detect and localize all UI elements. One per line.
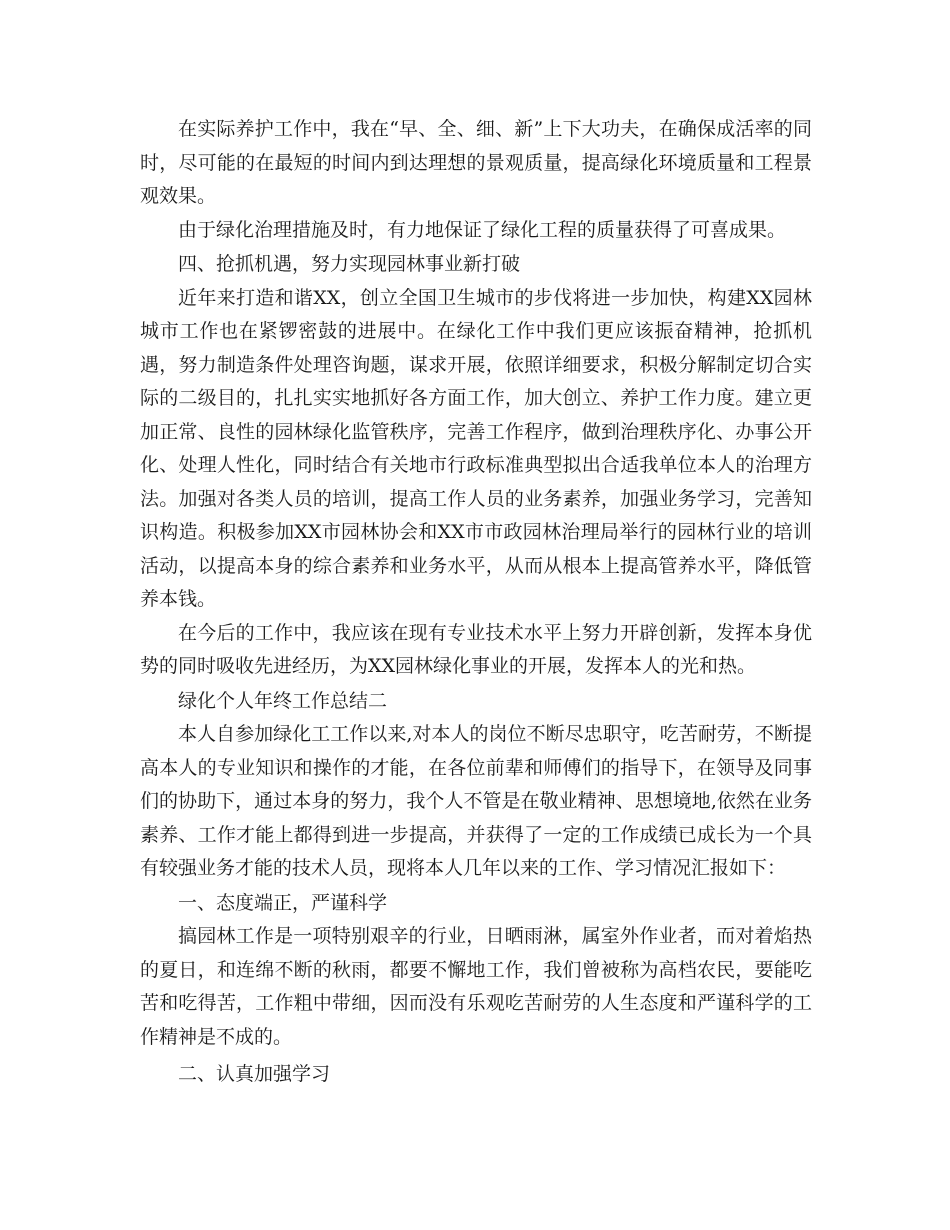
- section-heading-four: 四、抢抓机遇，努力实现园林事业新打破: [178, 253, 521, 275]
- paragraph-future-work: 在今后的工作中，我应该在现有专业技术水平上努力开辟创新，发挥本身优势的同时吸收先进经历，为XX园林绿化事业的开展，发挥本人的光和热。: [140, 621, 812, 677]
- section-heading-one: 一、态度端正，严谨科学: [178, 891, 388, 914]
- section-heading-two: 二、认真加强学习: [178, 1063, 331, 1085]
- document-subtitle: 绿化个人年终工作总结二: [178, 689, 388, 712]
- paragraph-greening-results: 由于绿化治理措施及时，有力地保证了绿化工程的质量获得了可喜成果。: [178, 218, 787, 241]
- paragraph-maintenance-work: 在实际养护工作中，我在“早、全、细、新”上下大功夫，在确保成活率的同时，尽可能的在最短的时间内到达理想的景观质量，提高绿化环境质量和工程景观效果。: [140, 118, 812, 207]
- document-body: [140, 113, 812, 1092]
- paragraph-self-introduction: 本人自参加绿化工工作以来,对本人的岗位不断尽忠职守，吃苦耐劳，不断提高本人的专业知识和操作的才能，在各位前辈和师傅们的指导下，在领导及同事们的协助下，通过本身的努力，我个人不管是在敬业精神、思想境地,依然在业务素养、工作才能上都得到进一步提高，并获得了一定的工作成绩已成长为一个具有较强业务才能的技术人员，现将本人几年以来的工作、学习情况汇报如下：: [140, 723, 812, 879]
- paragraph-recent-years: 近年来打造和谐XX，创立全国卫生城市的步伐将进一步加快，构建XX园林城市工作也在紧锣密鼓的进展中。在绿化工作中我们更应该振奋精神，抢抓机遇，努力制造条件处理咨询题，谋求开展，依照详细要求，积极分解制定切合实际的二级目的，扎扎实实地抓好各方面工作，加大创立、养护工作力度。建立更加正常、良性的园林绿化监管秩序，完善工作程序，做到治理秩序化、办事公开化、处理人性化，同时结合有关地市行政标准典型拟出合适我单位本人的治理方法。加强对各类人员的培训，提高工作人员的业务素养，加强业务学习，完善知识构造。积极参加XX市园林协会和XX市市政园林治理局举行的园林行业的培训活动，以提高本身的综合素养和业务水平，从而从根本上提高管养水平，降低管养本钱。: [140, 286, 812, 610]
- paragraph-work-attitude: 搞园林工作是一项特别艰辛的行业，日晒雨淋，属室外作业者，而对着焰热的夏日，和连绵不断的秋雨，都要不懈地工作，我们曾被称为高档农民，要能吃苦和吃得苦，工作粗中带细，因而没有乐观吃苦耐劳的人生态度和严谨科学的工作精神是不成的。: [140, 925, 812, 1048]
